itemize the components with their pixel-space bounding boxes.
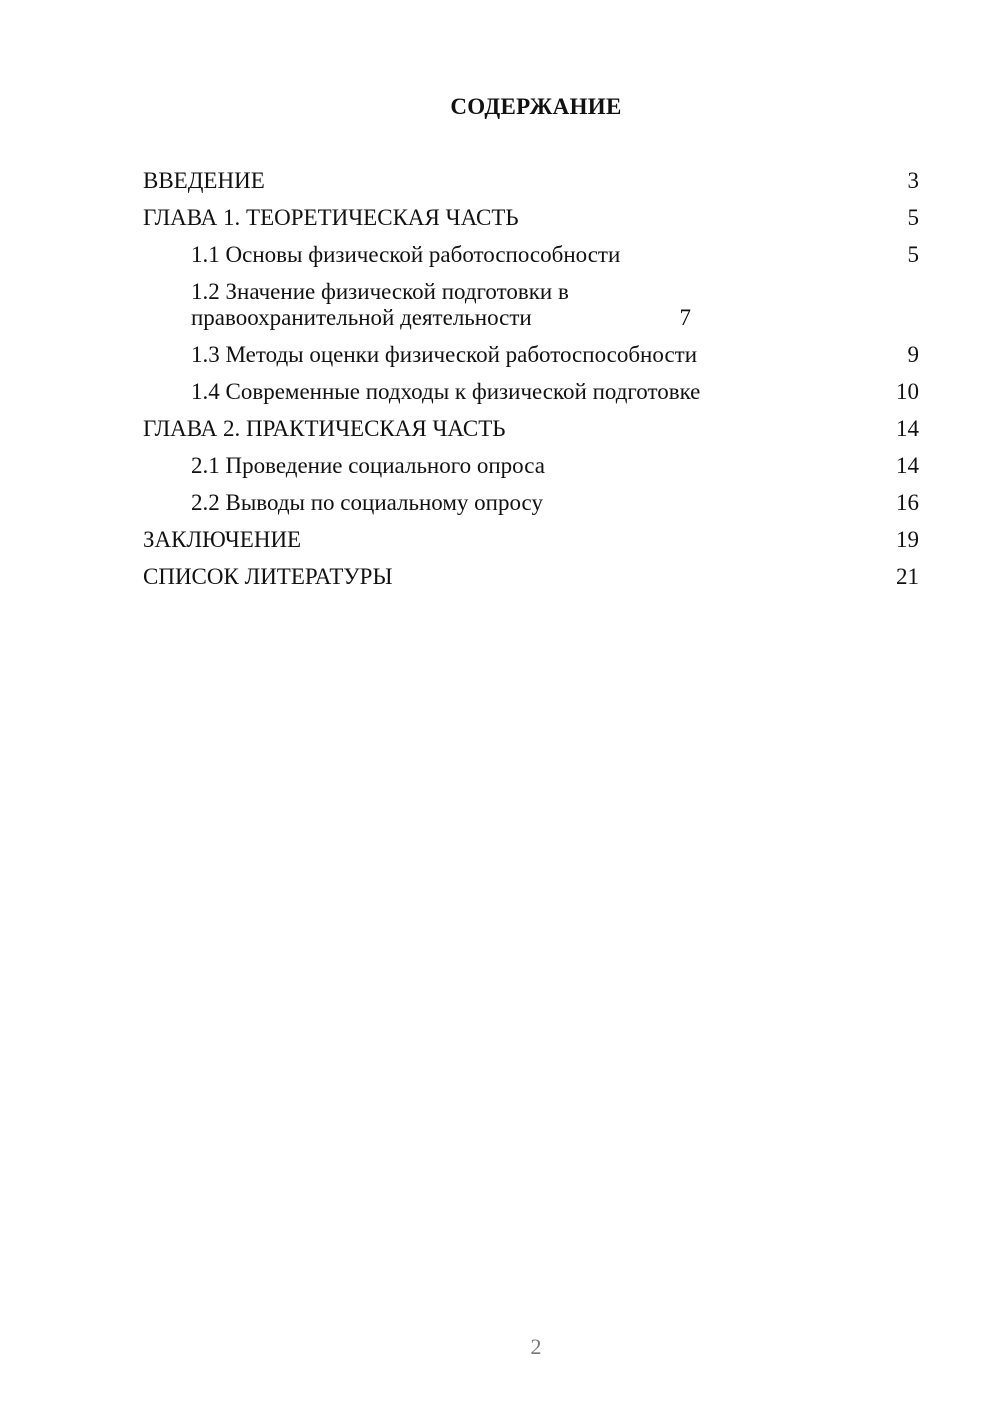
toc-entry-label: 2.1 Проведение социального опроса xyxy=(191,453,545,478)
toc-entry-label: 1.4 Современные подходы к физической подготовке xyxy=(191,379,701,404)
toc-entry-section-1-3[interactable] xyxy=(143,342,919,368)
toc-entry-label: 2.2 Выводы по социальному опросу xyxy=(191,490,543,515)
toc-entry-page: 9 xyxy=(907,342,919,367)
toc-entry-page: 3 xyxy=(907,168,919,193)
toc-entry-label: 1.3 Методы оценки физической работоспособности xyxy=(191,342,698,367)
toc-entry-page: 7 xyxy=(679,305,691,330)
page-title: СОДЕРЖАНИЕ xyxy=(450,94,622,119)
toc-entry-references[interactable] xyxy=(143,564,919,590)
toc-entry-label: ГЛАВА 1. ТЕОРЕТИЧЕСКАЯ ЧАСТЬ xyxy=(143,205,519,230)
toc-entry-page: 19 xyxy=(896,527,919,552)
toc-entry-page: 10 xyxy=(896,379,919,404)
toc-entry-introduction[interactable] xyxy=(143,168,919,194)
toc-entry-section-2-1[interactable] xyxy=(143,453,919,479)
toc-entry-section-1-1[interactable] xyxy=(143,242,919,268)
toc-entry-label: 1.1 Основы физической работоспособности xyxy=(191,242,621,267)
toc-entry-section-1-2[interactable] xyxy=(143,279,919,331)
toc-entry-chapter-2[interactable] xyxy=(143,416,919,442)
page-number: 2 xyxy=(530,1334,542,1359)
toc-entry-label: ЗАКЛЮЧЕНИЕ xyxy=(143,527,302,552)
toc-entry-section-1-4[interactable] xyxy=(143,379,919,405)
toc-entry-label: ВВЕДЕНИЕ xyxy=(143,168,265,193)
toc-entry-page: 14 xyxy=(896,453,919,478)
toc-entry-chapter-1[interactable] xyxy=(143,205,919,231)
toc-entry-page: 16 xyxy=(896,490,919,515)
toc-entry-conclusion[interactable] xyxy=(143,527,919,553)
table-of-contents xyxy=(143,168,919,601)
toc-entry-label: ГЛАВА 2. ПРАКТИЧЕСКАЯ ЧАСТЬ xyxy=(143,416,506,441)
toc-entry-label: СПИСОК ЛИТЕРАТУРЫ xyxy=(143,564,393,589)
toc-entry-section-2-2[interactable] xyxy=(143,490,919,516)
toc-entry-label: 1.2 Значение физической подготовки в правоохранительной деятельности xyxy=(191,279,569,330)
toc-entry-page: 21 xyxy=(896,564,919,589)
toc-entry-page: 14 xyxy=(896,416,919,441)
toc-entry-page: 5 xyxy=(907,205,919,230)
toc-entry-page: 5 xyxy=(907,242,919,267)
